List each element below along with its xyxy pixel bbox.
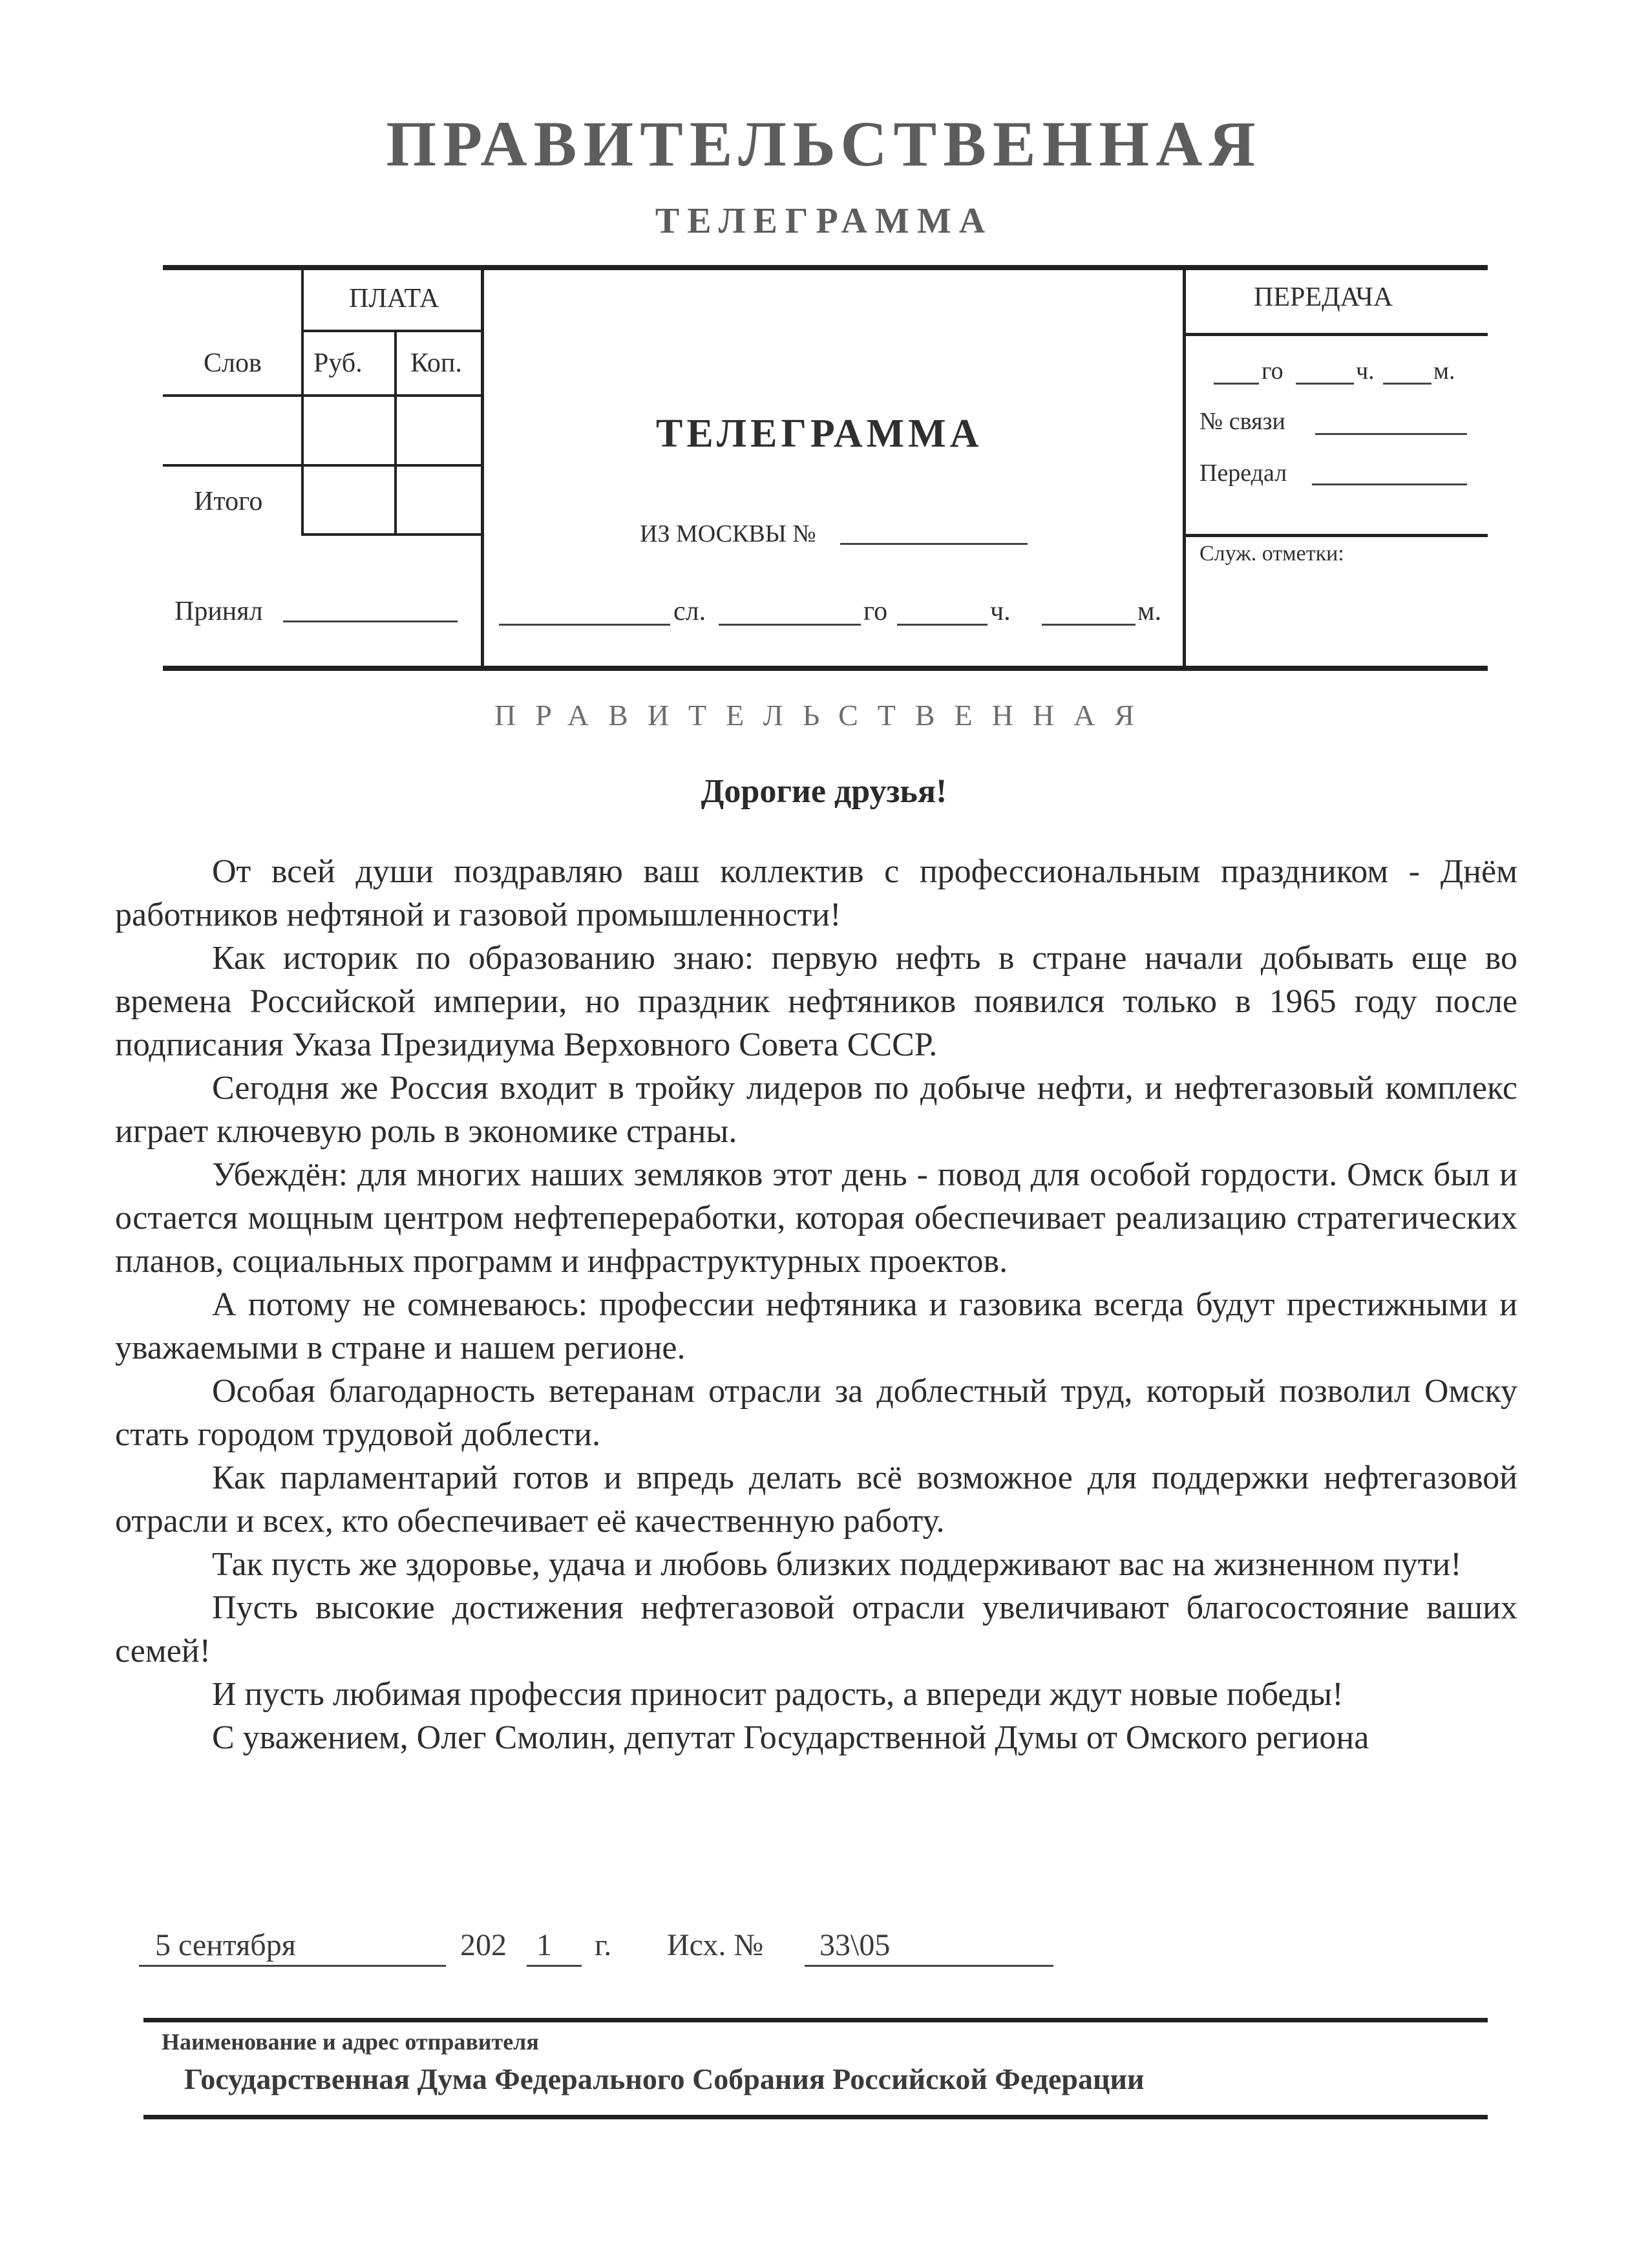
year-prefix: 202	[460, 1928, 507, 1962]
paragraph: Пусть высокие достижения нефтегазовой отрасли увеличивают благосостояние ваших семей!	[115, 1589, 1517, 1669]
peredacha-ch-label: ч.	[1356, 357, 1375, 385]
peredacha-day-blank	[1214, 383, 1259, 385]
iz-moskvy-blank	[840, 543, 1028, 545]
rub-kop-divider	[394, 330, 397, 535]
document-title: ПРАВИТЕЛЬСТВЕННАЯ	[386, 108, 1262, 180]
peredal-label: Передал	[1199, 460, 1287, 487]
paragraph: Как парламентарий готов и впредь делать всё возможное для поддержки нефтегазовой отрасли и всех, кто обеспечивает её качественную работу.	[115, 1459, 1517, 1540]
telegram-center-title: ТЕЛЕГРАММА	[656, 412, 983, 456]
svyazi-blank	[1315, 433, 1467, 435]
paragraph: И пусть любимая профессия приносит радость, а впереди ждут новые победы!	[212, 1676, 1344, 1713]
iz-moskvy-label: ИЗ МОСКВЫ №	[640, 520, 816, 547]
peredacha-label: ПЕРЕДАЧА	[1254, 282, 1393, 312]
slov-label: Слов	[204, 348, 262, 378]
sl-label: сл.	[673, 597, 706, 626]
m-label: м.	[1137, 597, 1162, 626]
go-label: го	[863, 597, 888, 626]
year-digit: 1	[536, 1928, 552, 1962]
center-left-divider	[481, 265, 484, 671]
government-banner: ПРАВИТЕЛЬСТВЕННАЯ	[494, 699, 1154, 732]
itogo-label: Итого	[194, 487, 263, 516]
row2-rule	[163, 464, 483, 467]
paragraph: Особая благодарность ветеранам отрасли за доблестный труд, который позволил Омску стать городом трудовой доблести.	[115, 1373, 1517, 1453]
ref-label: Исх. №	[667, 1928, 764, 1962]
left-col-divider	[301, 265, 304, 535]
plata-label: ПЛАТА	[349, 284, 439, 313]
letter-body	[115, 850, 1517, 1759]
paragraph: А потому не сомневаюсь: профессии нефтяника и газовика всегда будут престижными и уважаемыми в стране и нашем регионе.	[115, 1286, 1517, 1366]
signature-line: С уважением, Олег Смолин, депутат Государственной Думы от Омского региона	[212, 1719, 1369, 1756]
ref-number: 33\05	[819, 1928, 891, 1962]
plata-rule	[301, 330, 483, 332]
prinyal-blank	[283, 620, 458, 622]
sluzh-rule	[1184, 534, 1488, 537]
center-right-divider	[1183, 265, 1186, 671]
document-subtitle: ТЕЛЕГРАММА	[655, 201, 993, 241]
form-bottom-rule	[163, 666, 1488, 671]
year-suffix: г.	[595, 1928, 612, 1962]
peredacha-minute-blank	[1383, 383, 1431, 385]
ch-label: ч.	[990, 597, 1011, 626]
sender-bottom-rule	[143, 2115, 1488, 2119]
peredal-blank	[1312, 483, 1467, 485]
words-blank	[499, 624, 670, 626]
prinyal-label: Принял	[174, 597, 263, 626]
sluzh-label: Служ. отметки:	[1199, 542, 1344, 566]
peredacha-hour-blank	[1296, 383, 1354, 385]
day-blank	[719, 624, 861, 626]
minute-blank	[1042, 624, 1136, 626]
year-blank	[527, 1965, 582, 1967]
paragraph: Сегодня же Россия входит в тройку лидеров по добыче нефти, и нефтегазовый комплекс играет ключевую роль в экономике страны.	[115, 1070, 1517, 1150]
itogo-rule	[301, 533, 483, 536]
sender-value: Государственная Дума Федерального Собрания Российской Федерации	[184, 2062, 1145, 2095]
peredacha-go-label: го	[1262, 357, 1284, 385]
slov-rule	[163, 394, 483, 397]
paragraph: От всей души поздравляю ваш коллектив с профессиональным праздником - Днём работников нефтяной и газовой промышленности!	[115, 853, 1517, 933]
letter-greeting: Дорогие друзья!	[701, 773, 947, 810]
peredacha-m-label: м.	[1433, 357, 1455, 385]
date-value: 5 сентября	[155, 1928, 296, 1962]
paragraph: Убеждён: для многих наших земляков этот день - повод для особой гордости. Омск был и остается мощным центром нефтепереработки, которая обеспечивает реализацию стратегических планов, социальных программ и инфраструктурных проектов.	[115, 1156, 1517, 1280]
peredacha-rule	[1184, 333, 1488, 336]
hour-blank	[897, 624, 988, 626]
sender-label: Наименование и адрес отправителя	[162, 2029, 539, 2055]
paragraph: Так пусть же здоровье, удача и любовь близких поддерживают вас на жизненном пути!	[212, 1546, 1462, 1583]
form-top-rule	[163, 265, 1488, 270]
kop-label: Коп.	[410, 348, 462, 378]
sender-top-rule	[143, 2018, 1488, 2022]
svyazi-label: № связи	[1199, 408, 1285, 435]
paragraph: Как историк по образованию знаю: первую нефть в стране начали добывать еще во времена Российской империи, но праздник нефтяников появился только в 1965 году после подписания Указа Президиума Верховного Совета СССР.	[115, 940, 1517, 1063]
rub-label: Руб.	[313, 348, 363, 378]
ref-blank	[805, 1965, 1053, 1967]
date-blank	[139, 1965, 446, 1967]
